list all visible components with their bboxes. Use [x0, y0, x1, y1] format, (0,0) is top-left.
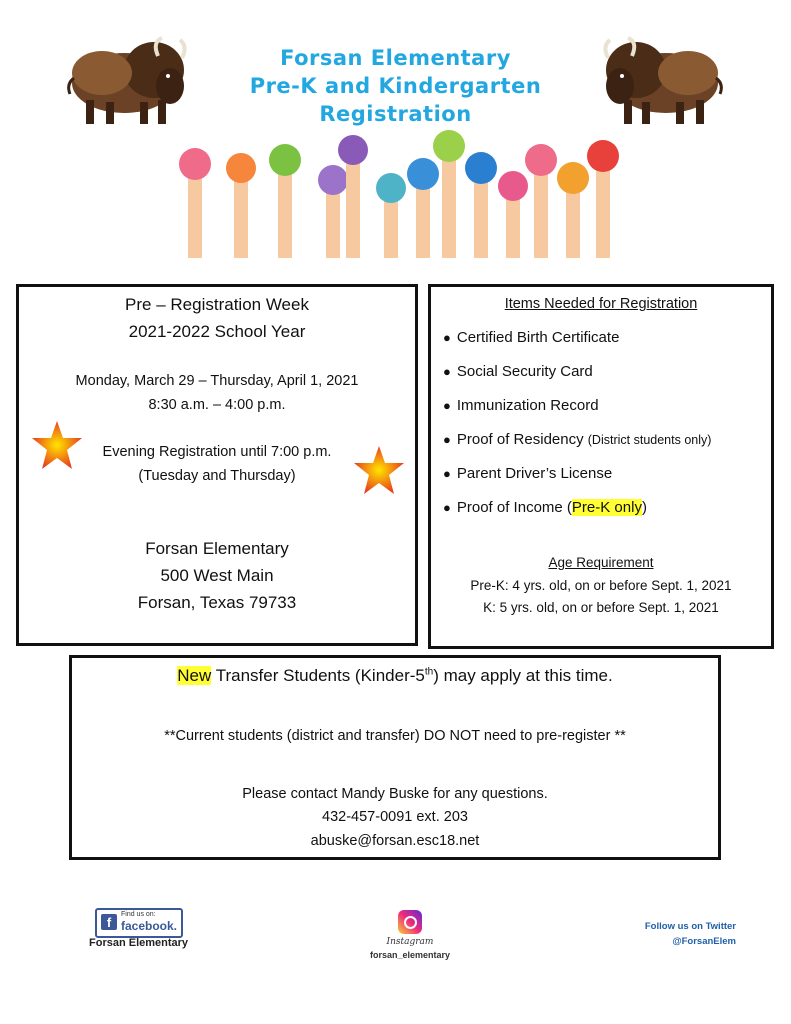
items-needed-heading: Items Needed for Registration: [504, 296, 698, 312]
title-line-3: Registration: [319, 102, 472, 126]
phone-line: 432-457-0091 ext. 203: [322, 809, 468, 825]
transfer-sup: th: [424, 666, 434, 678]
item-label: Proof of Residency: [456, 431, 584, 448]
title-line-2: Pre-K and Kindergarten: [249, 74, 542, 98]
item-label: Parent Driver’s License: [456, 465, 613, 482]
registration-hours: 8:30 a.m. – 4:00 p.m.: [148, 397, 286, 413]
twitter-handle[interactable]: @ForsanElem: [672, 936, 736, 947]
star-right-icon: [352, 444, 406, 498]
item-label: Certified Birth Certificate: [456, 329, 620, 346]
school-city: Forsan, Texas 79733: [137, 593, 297, 612]
list-item: ● Parent Driver’s License: [443, 465, 613, 482]
list-item: ● Proof of Residency (District students only): [443, 431, 712, 448]
star-left-icon: [30, 419, 84, 473]
item-label: Immunization Record: [456, 397, 599, 414]
paren-open: (: [566, 499, 572, 516]
new-highlight: New: [177, 666, 212, 685]
bison-mascot-right-icon: [596, 28, 728, 128]
transfer-text-a: Transfer Students (Kinder-5: [211, 666, 425, 685]
raised-hands-illustration: [176, 128, 636, 258]
list-item: ● Proof of Income (Pre-K only): [443, 499, 647, 516]
registration-dates: Monday, March 29 – Thursday, April 1, 2021: [75, 373, 359, 389]
items-needed-box: [428, 284, 774, 649]
fb-find-us: Find us on:: [121, 911, 156, 918]
school-street: 500 West Main: [160, 566, 274, 585]
transfer-students-line: [72, 666, 718, 686]
transfer-info-box: [69, 655, 721, 860]
paren-close: ): [641, 499, 647, 516]
evening-days: (Tuesday and Thursday): [138, 468, 296, 484]
facebook-page-name: Forsan Elementary: [89, 937, 189, 949]
income-note-highlight: Pre-K only: [571, 499, 642, 516]
age-prek: Pre-K: 4 yrs. old, on or before Sept. 1, 2021: [470, 578, 732, 593]
fb-word: facebook.: [121, 919, 178, 933]
instagram-icon[interactable]: [398, 910, 422, 934]
twitter-follow: Follow us on Twitter: [644, 921, 736, 932]
list-item: ● Certified Birth Certificate: [443, 329, 620, 346]
contact-line: Please contact Mandy Buske for any questions.: [242, 786, 548, 802]
pre-registration-heading: Pre – Registration Week: [125, 295, 309, 314]
school-name: Forsan Elementary: [145, 539, 289, 558]
item-label: Social Security Card: [456, 363, 593, 380]
instagram-handle[interactable]: forsan_elementary: [369, 950, 451, 960]
facebook-icon: f: [101, 914, 117, 930]
residency-note: (District students only): [587, 433, 712, 447]
email-link[interactable]: abuske@forsan.esc18.net: [310, 833, 480, 849]
age-k: K: 5 yrs. old, on or before Sept. 1, 2021: [483, 600, 719, 615]
item-label: Proof of Income: [456, 499, 563, 516]
facebook-badge[interactable]: [95, 908, 183, 938]
current-students-note: **Current students (district and transfer) DO NOT need to pre-register **: [164, 728, 626, 744]
evening-registration: Evening Registration until 7:00 p.m.: [102, 444, 332, 460]
transfer-text-b: ) may apply at this time.: [433, 666, 613, 685]
list-item: ● Social Security Card: [443, 363, 593, 380]
school-year-heading: 2021-2022 School Year: [128, 322, 306, 341]
bison-mascot-left-icon: [62, 28, 194, 128]
age-requirement-heading: Age Requirement: [548, 555, 654, 570]
list-item: ● Immunization Record: [443, 397, 599, 414]
title-line-1: Forsan Elementary: [280, 46, 511, 70]
instagram-label: Instagram: [386, 937, 434, 947]
